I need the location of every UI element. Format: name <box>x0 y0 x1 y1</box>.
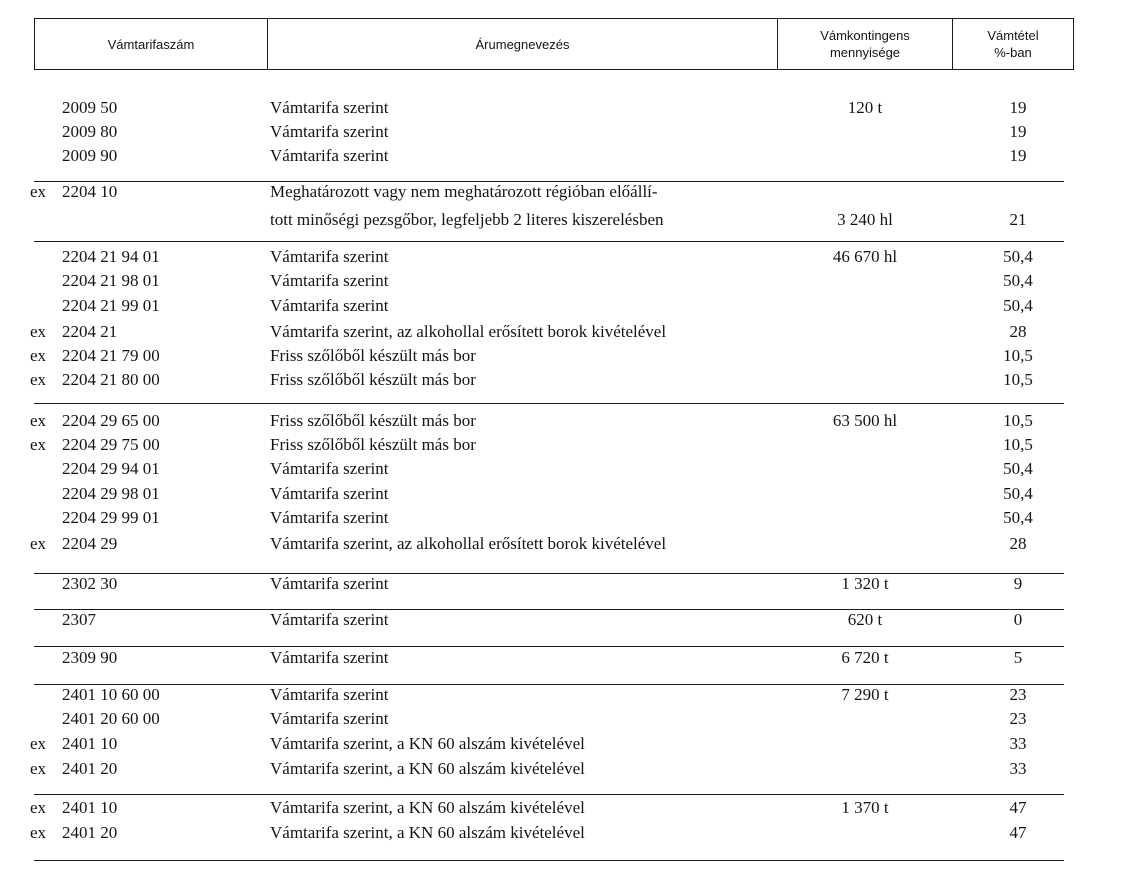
group-separator <box>34 403 1064 404</box>
tariff-code: 2204 21 79 00 <box>62 346 160 365</box>
goods-description: Vámtarifa szerint <box>270 271 389 290</box>
duty-rate: 50,4 <box>1003 247 1033 266</box>
duty-rate: 33 <box>1009 734 1027 753</box>
goods-description: Vámtarifa szerint <box>270 247 389 266</box>
duty-rate: 47 <box>1009 798 1027 817</box>
goods-description: Vámtarifa szerint <box>270 685 389 704</box>
header-quota-quantity: Vámkontingens mennyisége <box>778 19 953 69</box>
duty-rate: 47 <box>1009 823 1027 842</box>
duty-rate: 50,4 <box>1003 508 1033 527</box>
duty-rate: 9 <box>1013 574 1023 593</box>
table-row <box>0 646 1135 670</box>
ex-marker: ex <box>30 346 47 365</box>
tariff-code: 2009 90 <box>62 146 118 165</box>
duty-rate: 19 <box>1009 98 1027 117</box>
quota-quantity: 46 670 hl <box>832 247 898 266</box>
table-row <box>0 320 1135 344</box>
table-row <box>0 796 1135 820</box>
goods-description: Vámtarifa szerint <box>270 574 389 593</box>
tariff-code: 2204 29 75 00 <box>62 435 160 454</box>
tariff-code: 2401 10 <box>62 734 118 753</box>
table-row <box>0 732 1135 756</box>
table-row <box>0 368 1135 392</box>
ex-marker: ex <box>30 798 47 817</box>
goods-description: Vámtarifa szerint, az alkohollal erősített borok kivételével <box>270 534 667 553</box>
duty-rate: 28 <box>1009 534 1027 553</box>
table-row <box>0 409 1135 433</box>
header-tariff-number: Vámtarifaszám <box>35 19 268 69</box>
tariff-code: 2401 20 <box>62 823 118 842</box>
duty-rate: 10,5 <box>1003 435 1033 454</box>
group-separator <box>34 860 1064 861</box>
duty-rate: 33 <box>1009 759 1027 778</box>
table-row <box>0 683 1135 707</box>
tariff-code: 2204 29 98 01 <box>62 484 160 503</box>
header-duty-rate: Vámtétel %-ban <box>987 28 1039 60</box>
ex-marker: ex <box>30 534 47 553</box>
goods-description: Vámtarifa szerint <box>270 122 389 141</box>
duty-rate: 23 <box>1009 685 1027 704</box>
table-row <box>0 344 1135 368</box>
goods-description: Vámtarifa szerint <box>270 484 389 503</box>
group-separator <box>34 573 1064 574</box>
table-row <box>0 608 1135 632</box>
table-row <box>0 707 1135 731</box>
goods-description: Vámtarifa szerint <box>270 146 389 165</box>
duty-rate: 50,4 <box>1003 459 1033 478</box>
ex-marker: ex <box>30 182 47 201</box>
duty-rate: 10,5 <box>1003 411 1033 430</box>
tariff-code: 2204 29 94 01 <box>62 459 160 478</box>
quota-quantity: 120 t <box>847 98 883 117</box>
duty-rate: 23 <box>1009 709 1027 728</box>
table-row <box>0 433 1135 457</box>
goods-description: Vámtarifa szerint <box>270 610 389 629</box>
duty-rate: 0 <box>1013 610 1023 629</box>
goods-description: Vámtarifa szerint <box>270 709 389 728</box>
table-row <box>0 180 1135 204</box>
group-separator <box>34 794 1064 795</box>
tariff-code: 2204 21 94 01 <box>62 247 160 266</box>
header-goods-description: Árumegnevezés <box>268 19 778 69</box>
goods-description: Friss szőlőből készült más bor <box>270 435 476 454</box>
group-separator <box>34 181 1064 182</box>
table-row <box>0 208 1135 232</box>
goods-description: Vámtarifa szerint <box>270 508 389 527</box>
goods-description: Vámtarifa szerint <box>270 459 389 478</box>
tariff-code: 2309 90 <box>62 648 118 667</box>
ex-marker: ex <box>30 435 47 454</box>
goods-description: Vámtarifa szerint, a KN 60 alszám kivételével <box>270 823 585 842</box>
table-row <box>0 572 1135 596</box>
table-row <box>0 245 1135 269</box>
duty-rate: 5 <box>1013 648 1023 667</box>
table-row <box>0 294 1135 318</box>
table-row <box>0 120 1135 144</box>
table-row <box>0 482 1135 506</box>
tariff-code: 2401 20 60 00 <box>62 709 160 728</box>
goods-description: Friss szőlőből készült más bor <box>270 346 476 365</box>
tariff-code: 2204 29 99 01 <box>62 508 160 527</box>
goods-description: Vámtarifa szerint, a KN 60 alszám kivételével <box>270 759 585 778</box>
table-row <box>0 506 1135 530</box>
tariff-code: 2204 10 <box>62 182 118 201</box>
quota-quantity: 1 320 t <box>841 574 889 593</box>
tariff-code: 2401 10 60 00 <box>62 685 160 704</box>
ex-marker: ex <box>30 370 47 389</box>
duty-rate: 10,5 <box>1003 346 1033 365</box>
table-row <box>0 821 1135 845</box>
ex-marker: ex <box>30 759 47 778</box>
table-row <box>0 269 1135 293</box>
quota-quantity: 6 720 t <box>841 648 889 667</box>
goods-description: Friss szőlőből készült más bor <box>270 411 476 430</box>
group-separator <box>34 646 1064 647</box>
quota-quantity: 63 500 hl <box>832 411 898 430</box>
goods-description: Vámtarifa szerint <box>270 98 389 117</box>
tariff-code: 2401 10 <box>62 798 118 817</box>
tariff-code: 2009 80 <box>62 122 118 141</box>
table-row <box>0 457 1135 481</box>
duty-rate: 10,5 <box>1003 370 1033 389</box>
duty-rate: 21 <box>1009 210 1027 229</box>
ex-marker: ex <box>30 322 47 341</box>
duty-rate: 19 <box>1009 122 1027 141</box>
duty-rate: 28 <box>1009 322 1027 341</box>
goods-description: Vámtarifa szerint, a KN 60 alszám kivételével <box>270 734 585 753</box>
tariff-code: 2204 21 <box>62 322 118 341</box>
group-separator <box>34 684 1064 685</box>
duty-rate: 19 <box>1009 146 1027 165</box>
goods-description: Vámtarifa szerint, az alkohollal erősített borok kivételével <box>270 322 667 341</box>
group-separator <box>34 609 1064 610</box>
tariff-code: 2204 21 80 00 <box>62 370 160 389</box>
goods-description: Vámtarifa szerint <box>270 296 389 315</box>
goods-description: Friss szőlőből készült más bor <box>270 370 476 389</box>
tariff-code: 2009 50 <box>62 98 118 117</box>
goods-description: Vámtarifa szerint, a KN 60 alszám kivételével <box>270 798 585 817</box>
table-row <box>0 96 1135 120</box>
quota-quantity: 7 290 t <box>841 685 889 704</box>
goods-description: Vámtarifa szerint <box>270 648 389 667</box>
ex-marker: ex <box>30 411 47 430</box>
tariff-code: 2302 30 <box>62 574 118 593</box>
ex-marker: ex <box>30 734 47 753</box>
tariff-code: 2204 21 98 01 <box>62 271 160 290</box>
tariff-code: 2204 29 65 00 <box>62 411 160 430</box>
goods-description: Meghatározott vagy nem meghatározott régióban előállí- <box>270 182 658 201</box>
table-row <box>0 532 1135 556</box>
tariff-code: 2307 <box>62 610 96 629</box>
quota-quantity: 1 370 t <box>841 798 889 817</box>
tariff-code: 2204 29 <box>62 534 118 553</box>
goods-description: tott minőségi pezsgőbor, legfeljebb 2 literes kiszerelésben <box>270 210 664 229</box>
table-header <box>34 18 1074 70</box>
duty-rate: 50,4 <box>1003 484 1033 503</box>
quota-quantity: 620 t <box>847 610 883 629</box>
group-separator <box>34 241 1064 242</box>
tariff-code: 2401 20 <box>62 759 118 778</box>
table-row <box>0 144 1135 168</box>
duty-rate: 50,4 <box>1003 271 1033 290</box>
ex-marker: ex <box>30 823 47 842</box>
duty-rate: 50,4 <box>1003 296 1033 315</box>
quota-quantity: 3 240 hl <box>837 210 893 229</box>
table-row <box>0 757 1135 781</box>
tariff-code: 2204 21 99 01 <box>62 296 160 315</box>
